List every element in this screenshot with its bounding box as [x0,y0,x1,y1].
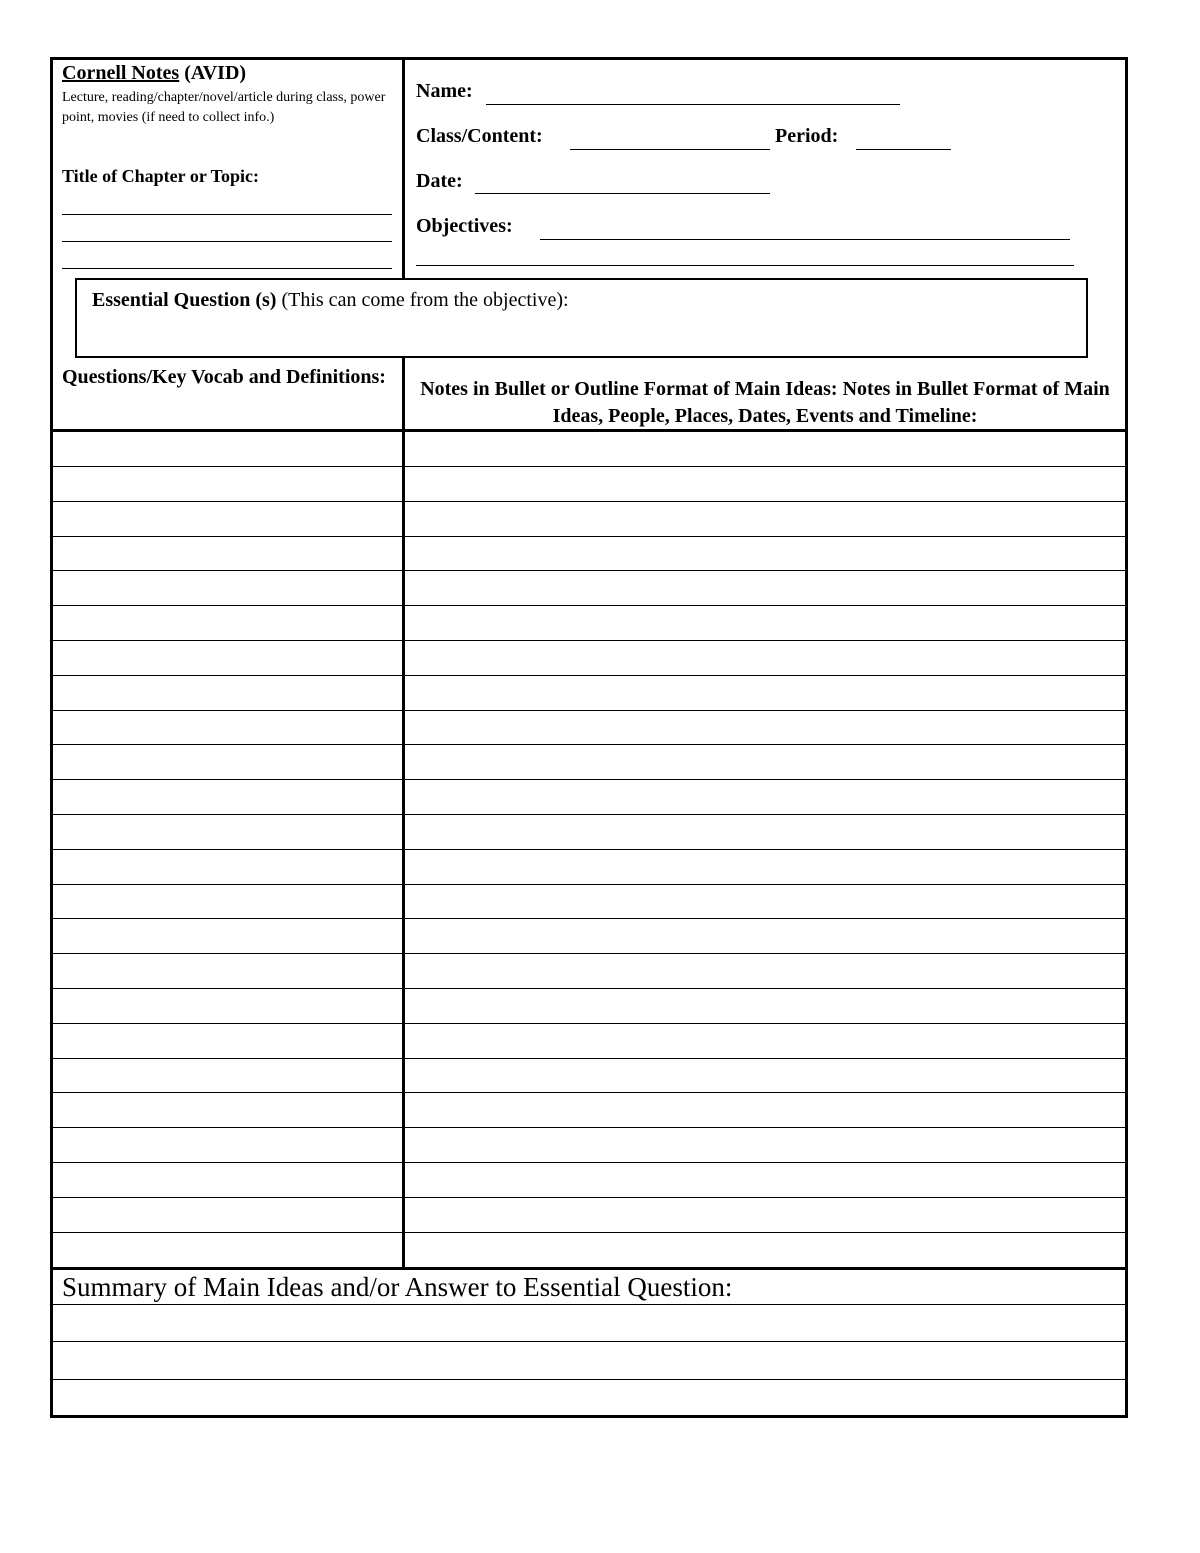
note-row-line [53,918,1125,919]
topic-line-2[interactable] [62,241,392,242]
note-row-line [53,744,1125,745]
note-row-line [53,988,1125,989]
note-row-line [53,779,1125,780]
period-field[interactable] [856,149,951,150]
objectives-field[interactable] [540,239,1070,240]
usage-description: Lecture, reading/chapter/novel/article during class, power point, movies (if need to collect info.) [62,90,386,125]
note-row-line [53,1162,1125,1163]
summary-line [53,1379,1125,1380]
note-row-line [53,501,1125,502]
note-row-line [53,1197,1125,1198]
note-row-line [53,814,1125,815]
note-row-line [53,640,1125,641]
class-content-label: Class/Content: [416,125,543,147]
period-label: Period: [775,125,839,147]
summary-line [53,1341,1125,1342]
essential-question-label: Essential Question (s) (This can come from the objective): [92,289,569,311]
note-row-line [53,1023,1125,1024]
page-title: Cornell Notes (AVID) [62,62,247,84]
note-row-line [53,605,1125,606]
objectives-label: Objectives: [416,215,513,237]
note-row-line [53,884,1125,885]
objectives-field-line-2[interactable] [416,265,1074,266]
notes-column-header: Notes in Bullet or Outline Format of Main Ideas: Notes in Bullet Format of Main Ideas, People, Places, Dates, Events and Timeline: [420,378,1110,427]
class-content-field[interactable] [570,149,770,150]
date-field[interactable] [475,193,770,194]
note-row-line [53,1127,1125,1128]
summary-line [53,1304,1125,1305]
summary-label: Summary of Main Ideas and/or Answer to Essential Question: [62,1272,733,1302]
note-row-line [53,1092,1125,1093]
note-row-line [53,570,1125,571]
topic-line-1[interactable] [62,214,392,215]
notes-sheet-frame [50,57,1128,1418]
note-row-line [53,849,1125,850]
note-row-line [53,1058,1125,1059]
note-row-line [53,953,1125,954]
name-label: Name: [416,80,473,102]
date-label: Date: [416,170,463,192]
name-field[interactable] [486,104,900,105]
summary-separator [50,1267,1128,1270]
note-row-line [53,1232,1125,1233]
note-row-line [53,710,1125,711]
note-row-line [53,466,1125,467]
note-row-line [53,675,1125,676]
topic-line-3[interactable] [62,268,392,269]
topic-label: Title of Chapter or Topic: [62,166,260,186]
questions-column-header: Questions/Key Vocab and Definitions: [62,366,386,388]
note-row-line [53,536,1125,537]
header-column-divider [402,57,405,278]
